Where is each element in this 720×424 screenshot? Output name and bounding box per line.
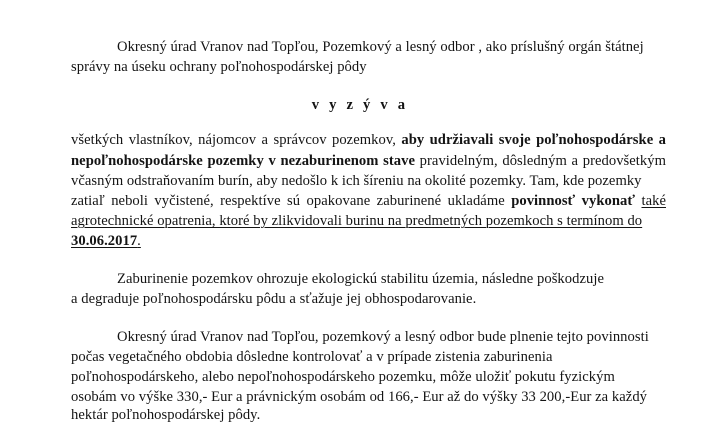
para1-line-1-plain: všetkých vlastníkov, nájomcov a správcov pozemkov, (71, 132, 402, 148)
para3-line-1: Okresný úrad Vranov nad Topľou, pozemkový a lesný odbor bude plnenie tejto povinnosti (117, 329, 649, 345)
para1-line-6-period: . (137, 233, 141, 249)
intro-line-2: správy na úseku ochrany poľnohospodárskej pôdy (71, 59, 367, 75)
para3-line-4: osobám vo výške 330,- Eur a právnickým osobám od 166,- Eur až do výšky 33 200,-Eur za každý (71, 389, 648, 405)
deadline-date: 30.06.2017 (71, 233, 138, 249)
para2-line-2: a degraduje poľnohospodársku pôdu a sťažuje jej obhospodarovanie. (71, 291, 477, 307)
para1-line-4-underlined: také (641, 193, 666, 209)
para1-line-6 (71, 232, 141, 250)
para1-line-4-plain: zatiaľ neboli vyčistené, respektíve sú opakovane zaburinené ukladáme (71, 193, 512, 209)
para3-line-3: poľnohospodárskeho, alebo nepoľnohospodárskeho pozemku, môže uložiť pokutu fyzickým (71, 369, 615, 385)
para1-line-1 (71, 131, 666, 149)
para1-line-5-underlined: agrotechnické opatrenia, ktoré by zlikvidovali burinu na predmetných pozemkoch s termínom do (71, 213, 643, 229)
para1-line-2 (71, 152, 666, 170)
para1-line-3: včasným odstraňovaním burín, aby nedošlo k ich šíreniu na okolité pozemky. Tam, kde pozemky (71, 173, 642, 189)
intro-line-1: Okresný úrad Vranov nad Topľou, Pozemkový a lesný odbor , ako príslušný orgán štátnej (117, 39, 644, 55)
para1-line-2-bold: nepoľnohospodárske pozemky v nezaburinenom stave (71, 153, 415, 169)
para3-line-5: hektár poľnohospodárskej pôdy. (71, 407, 261, 423)
para1-line-5 (71, 212, 642, 230)
para1-line-1-bold: aby udržiavali svoje poľnohospodárske a (401, 132, 666, 148)
para1-line-2-plain: pravidelným, dôsledným a predovšetkým (414, 153, 666, 169)
para1-line-4 (71, 192, 666, 210)
para1-line-4-bold: povinnosť vykonať (511, 193, 636, 209)
para3-line-2: počas vegetačného obdobia dôsledne kontrolovať a v prípade zistenia zaburinenia (71, 349, 553, 365)
para2-line-1: Zaburinenie pozemkov ohrozuje ekologickú stabilitu územia, následne poškodzuje (117, 271, 604, 287)
heading-vyzyva: v y z ý v a (311, 97, 409, 113)
